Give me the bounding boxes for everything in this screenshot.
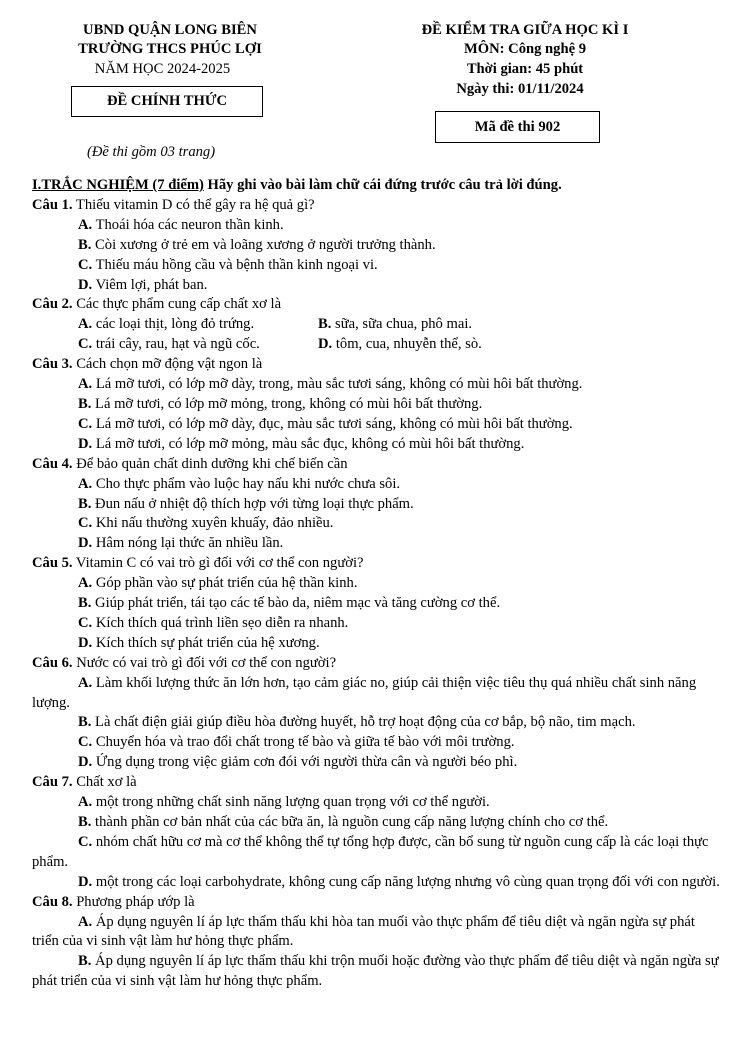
question-6 <box>32 654 722 674</box>
option-text: sữa, sữa chua, phô mai. <box>331 316 473 333</box>
option-6a <box>32 674 722 714</box>
option-key: D. <box>78 435 93 452</box>
question-number: Câu 3. <box>32 356 73 373</box>
option-4c <box>32 514 722 534</box>
option-key: A. <box>78 575 93 592</box>
option-4b <box>32 495 722 515</box>
option-6c <box>32 733 722 753</box>
option-3d <box>32 435 722 455</box>
option-text: Viêm lợi, phát ban. <box>92 276 208 293</box>
option-3b <box>32 395 722 415</box>
question-text: Để bảo quản chất dinh dưỡng khi chế biến cần <box>72 455 348 472</box>
option-key: D. <box>318 336 333 353</box>
option-key: C. <box>78 833 93 850</box>
option-key: B. <box>78 595 92 612</box>
option-1b <box>32 236 722 256</box>
question-text: Thiếu vitamin D có thể gây ra hệ quả gì? <box>72 196 315 213</box>
option-text: Còi xương ở trẻ em và loãng xương ở người trưởng thành. <box>91 236 436 253</box>
option-7c <box>32 833 722 873</box>
question-8 <box>32 893 722 913</box>
question-number: Câu 6. <box>32 654 73 671</box>
question-number: Câu 8. <box>32 893 73 910</box>
question-text: Vitamin C có vai trò gì đối với cơ thể con người? <box>72 555 364 572</box>
option-key: A. <box>78 794 93 811</box>
option-key: B. <box>78 495 92 512</box>
option-7d <box>32 873 722 893</box>
option-text: Áp dụng nguyên lí áp lực thẩm thấu khi hòa tan muối vào thực phẩm để tiêu diệt và ngăn ngừa sự phát triển của vi sinh vật làm hư hỏng thực phẩm. <box>32 913 695 950</box>
option-text: trái cây, rau, hạt và ngũ cốc. <box>92 336 260 353</box>
option-key: B. <box>78 395 92 412</box>
question-text: Chất xơ là <box>72 774 137 791</box>
question-number: Câu 1. <box>32 196 73 213</box>
option-text: Khi nấu thường xuyên khuấy, đảo nhiều. <box>92 515 334 532</box>
option-key: D. <box>78 873 93 890</box>
section-title: I.TRẮC NGHIỆM (7 điểm) <box>32 177 204 193</box>
option-key: A. <box>78 376 93 393</box>
option-5b <box>32 594 722 614</box>
option-key: C. <box>78 515 93 532</box>
question-1 <box>32 196 722 216</box>
question-number: Câu 7. <box>32 774 73 791</box>
option-key: D. <box>78 634 93 651</box>
option-5d <box>32 634 722 654</box>
option-1c <box>32 256 722 276</box>
question-4 <box>32 455 722 475</box>
question-text: Phương pháp ướp là <box>72 893 195 910</box>
section-heading <box>32 176 722 196</box>
option-text: Kích thích quá trình liền sẹo diễn ra nhanh. <box>92 614 349 631</box>
question-7 <box>32 773 722 793</box>
question-number: Câu 5. <box>32 555 73 572</box>
option-text: tôm, cua, nhuyễn thể, sò. <box>332 336 482 353</box>
option-key: A. <box>78 475 93 492</box>
question-3 <box>32 355 722 375</box>
options-2ab <box>32 315 722 335</box>
exam-title: ĐỀ KIỂM TRA GIỮA HỌC KÌ I <box>421 22 629 38</box>
option-text: Thoái hóa các neuron thần kinh. <box>92 216 284 233</box>
option-7a <box>32 793 722 813</box>
option-key: C. <box>78 614 93 631</box>
option-text: Áp dụng nguyên lí áp lực thẩm thấu khi trộn muối hoặc đường vào thực phẩm để tiêu diệt và ngăn ngừa sự phát triển của vi sinh vật làm hư hỏng thực phẩm. <box>32 953 719 990</box>
option-text: Chuyển hóa và trao đổi chất trong tế bào và giữa tế bào với môi trường. <box>92 734 515 751</box>
option-key: D. <box>78 754 93 771</box>
option-key: C. <box>78 256 93 273</box>
option-text: Giúp phát triển, tái tạo các tế bào da, niêm mạc và tăng cường cơ thể. <box>91 595 501 612</box>
option-key: D. <box>78 276 93 293</box>
exam-content <box>32 176 722 992</box>
option-key: A. <box>78 674 93 691</box>
option-7b <box>32 813 722 833</box>
option-1d <box>32 276 722 296</box>
option-key: B. <box>318 316 332 333</box>
exam-time: Thời gian: 45 phút <box>466 61 584 77</box>
option-text: Đun nấu ở nhiệt độ thích hợp với từng loại thực phẩm. <box>91 495 414 512</box>
option-text: Lá mỡ tươi, có lớp mỡ mỏng, trong, không có mùi hôi bất thường. <box>91 395 483 412</box>
option-text: Lá mỡ tươi, có lớp mỡ mỏng, màu sắc đục, không có mùi hôi bất thường. <box>92 435 525 452</box>
option-5a <box>32 574 722 594</box>
option-8a <box>32 913 722 953</box>
option-key: A. <box>78 316 93 333</box>
option-key: C. <box>78 415 93 432</box>
option-6b <box>32 713 722 733</box>
option-6d <box>32 753 722 773</box>
question-number: Câu 2. <box>32 296 73 313</box>
question-text: Các thực phẩm cung cấp chất xơ là <box>72 296 282 313</box>
option-text: Góp phần vào sự phát triển của hệ thần kinh. <box>92 575 358 592</box>
option-text: Cho thực phẩm vào luộc hay nấu khi nước chưa sôi. <box>92 475 401 492</box>
option-4d <box>32 534 722 554</box>
option-text: Hâm nóng lại thức ăn nhiều lần. <box>92 535 284 552</box>
option-text: Lá mỡ tươi, có lớp mỡ dày, trong, màu sắc tươi sáng, không có mùi hôi bất thường. <box>92 376 583 393</box>
question-2 <box>32 295 722 315</box>
option-key: A. <box>78 216 93 233</box>
option-5c <box>32 614 722 634</box>
option-text: một trong những chất sinh năng lượng quan trọng với cơ thể người. <box>92 794 490 811</box>
options-2cd <box>32 335 722 355</box>
exam-code-box: Mã đề thi 902 <box>435 111 600 143</box>
question-number: Câu 4. <box>32 455 73 472</box>
option-text: Làm khối lượng thức ăn lớn hơn, tạo cảm giác no, giúp cải thiện việc tiêu thụ quá nhiều chất sinh năng lượng. <box>32 674 697 711</box>
option-4a <box>32 475 722 495</box>
option-text: Kích thích sự phát triển của hệ xương. <box>92 634 320 651</box>
option-key: C. <box>78 336 93 353</box>
option-key: A. <box>78 913 93 930</box>
option-text: nhóm chất hữu cơ mà cơ thể không thể tự tổng hợp được, cần bổ sung từ nguồn cung cấp là các loại thực phẩm. <box>32 833 709 870</box>
question-text: Nước có vai trò gì đối với cơ thể con người? <box>72 654 337 671</box>
option-key: B. <box>78 236 92 253</box>
pages-note: (Đề thi gồm 03 trang) <box>87 144 216 160</box>
section-instruction: Hãy ghi vào bài làm chữ cái đứng trước câu trả lời đúng. <box>203 177 562 193</box>
question-5 <box>32 554 722 574</box>
option-text: Thiếu máu hồng cầu và bệnh thần kinh ngoại vi. <box>92 256 378 273</box>
school-name: TRƯỜNG THCS PHÚC LỢI <box>78 41 262 57</box>
school-year: NĂM HỌC 2024-2025 <box>94 61 231 77</box>
exam-subject: MÔN: Công nghệ 9 <box>463 41 587 57</box>
option-key: B. <box>78 953 92 970</box>
option-2b <box>318 315 472 335</box>
option-2a <box>78 315 318 335</box>
option-2d <box>318 335 482 355</box>
option-text: Lá mỡ tươi, có lớp mỡ dày, đục, màu sắc tươi sáng, không có mùi hôi bất thường. <box>92 415 573 432</box>
option-key: B. <box>78 714 92 731</box>
option-key: D. <box>78 535 93 552</box>
option-key: C. <box>78 734 93 751</box>
exam-date: Ngày thi: 01/11/2024 <box>456 81 584 97</box>
option-8b <box>32 952 722 992</box>
option-1a <box>32 216 722 236</box>
option-key: B. <box>78 814 92 830</box>
option-3c <box>32 415 722 435</box>
official-exam-box: ĐỀ CHÍNH THỨC <box>71 86 263 117</box>
district-name: UBND QUẬN LONG BIÊN <box>83 22 257 38</box>
question-text: Cách chọn mỡ động vật ngon là <box>72 356 263 373</box>
option-text: một trong các loại carbohydrate, không cung cấp năng lượng nhưng vô cùng quan trọng đối với con người. <box>92 873 720 890</box>
option-text: Là chất điện giải giúp điều hòa đường huyết, hỗ trợ hoạt động của cơ bắp, bộ não, tim mạch. <box>91 714 636 731</box>
option-text: các loại thịt, lòng đỏ trứng. <box>92 316 255 333</box>
option-2c <box>78 335 318 355</box>
option-text: thành phần cơ bản nhất của các bữa ăn, là nguồn cung cấp năng lượng chính cho cơ thể. <box>91 814 609 830</box>
option-3a <box>32 375 722 395</box>
option-text: Ứng dụng trong việc giảm cơn đói với người thừa cân và người béo phì. <box>92 754 518 771</box>
